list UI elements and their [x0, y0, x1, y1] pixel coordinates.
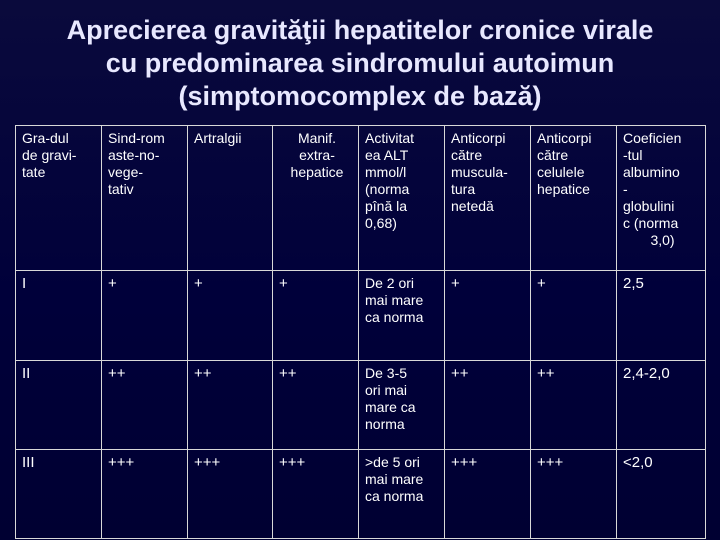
cell-alt-line: mare ca	[365, 399, 416, 415]
severity-table	[15, 125, 706, 539]
cell-astenovegetativ: ++	[102, 361, 188, 450]
header-grade-line: tate	[22, 164, 46, 180]
cell-astenovegetativ: +	[102, 271, 188, 361]
header-liver-line: Anticorpi	[537, 130, 592, 146]
header-alt-line: ea ALT	[365, 147, 409, 163]
header-astenovegetativ-line: aste-no-	[108, 147, 160, 163]
cell-extrahepatice: ++	[273, 361, 359, 450]
header-extrahepatice-line: extra-	[299, 147, 335, 163]
table-row	[16, 450, 706, 539]
cell-grade: I	[16, 271, 102, 361]
header-extrahepatice-line: Manif.	[297, 130, 337, 146]
cell-coefficient: 2,4-2,0	[617, 361, 706, 450]
header-row	[16, 126, 706, 271]
title-line-1: Aprecierea gravităţii hepatitelor cronice virale	[66, 15, 654, 45]
header-extrahepatice	[273, 126, 359, 271]
cell-alt	[359, 450, 445, 539]
cell-alt	[359, 271, 445, 361]
header-alt-line: pînă la	[365, 198, 408, 214]
header-coefficient-line: c (norma	[623, 215, 679, 231]
header-alt-line: mmol/l	[365, 164, 407, 180]
header-coefficient	[617, 126, 706, 271]
cell-grade: III	[16, 450, 102, 539]
header-alt-activity	[359, 126, 445, 271]
cell-artralgii: ++	[188, 361, 273, 450]
header-artralgii-line: Artralgii	[194, 130, 242, 146]
title-line-3: (simptomocomplex de bază)	[178, 81, 542, 111]
header-coefficient-line: albumino	[623, 164, 680, 180]
header-muscle-antibodies	[445, 126, 531, 271]
cell-alt-line: mai mare	[365, 471, 424, 487]
header-alt-line: (norma	[365, 181, 410, 197]
cell-coefficient: <2,0	[617, 450, 706, 539]
cell-alt-line: De 3-5	[365, 365, 408, 381]
header-liver-antibodies	[531, 126, 617, 271]
header-muscle-line: către	[451, 147, 483, 163]
cell-muscle-antibodies: +	[445, 271, 531, 361]
cell-alt-line: mai mare	[365, 292, 424, 308]
cell-muscle-antibodies: +++	[445, 450, 531, 539]
header-coefficient-line: -	[623, 181, 628, 197]
cell-astenovegetativ: +++	[102, 450, 188, 539]
cell-artralgii: +++	[188, 450, 273, 539]
header-coefficient-line: -tul	[623, 147, 643, 163]
header-muscle-line: Anticorpi	[451, 130, 506, 146]
cell-liver-antibodies: ++	[531, 361, 617, 450]
cell-muscle-antibodies: ++	[445, 361, 531, 450]
cell-liver-antibodies: +++	[531, 450, 617, 539]
table-row	[16, 271, 706, 361]
table-row	[16, 361, 706, 450]
cell-artralgii: +	[188, 271, 273, 361]
cell-alt	[359, 361, 445, 450]
header-liver-line: celulele	[537, 164, 585, 180]
header-artralgii	[188, 126, 273, 271]
cell-extrahepatice: +++	[273, 450, 359, 539]
header-liver-line: hepatice	[537, 181, 590, 197]
cell-alt-line: ori mai	[365, 382, 408, 398]
header-muscle-line: netedă	[451, 198, 494, 214]
header-astenovegetativ	[102, 126, 188, 271]
cell-extrahepatice: +	[273, 271, 359, 361]
cell-alt-line: >de 5 ori	[365, 454, 420, 470]
slide-title	[30, 14, 690, 113]
header-astenovegetativ-line: vege-	[108, 164, 144, 180]
title-line-2: cu predominarea sindromului autoimun	[105, 48, 615, 78]
header-muscle-line: tura	[451, 181, 476, 197]
header-astenovegetativ-line: Sind-rom	[108, 130, 165, 146]
cell-alt-line: De 2 ori	[365, 275, 415, 291]
header-grade-line: Gra-dul	[22, 130, 69, 146]
header-extrahepatice-line: hepatice	[290, 164, 344, 180]
cell-alt-line: ca norma	[365, 309, 424, 325]
header-grade	[16, 126, 102, 271]
header-alt-line: Activitat	[365, 130, 415, 146]
header-coefficient-line: globulini	[623, 198, 675, 214]
cell-grade: II	[16, 361, 102, 450]
header-astenovegetativ-line: tativ	[108, 181, 134, 197]
cell-alt-line: ca norma	[365, 488, 424, 504]
cell-alt-line: norma	[365, 416, 405, 432]
cell-coefficient: 2,5	[617, 271, 706, 361]
cell-liver-antibodies: +	[531, 271, 617, 361]
header-coefficient-line: 3,0)	[650, 232, 675, 248]
header-coefficient-line: Coeficien	[623, 130, 682, 146]
header-liver-line: către	[537, 147, 569, 163]
header-muscle-line: muscula-	[451, 164, 508, 180]
header-grade-line: de gravi-	[22, 147, 77, 163]
header-alt-line: 0,68)	[365, 215, 397, 231]
